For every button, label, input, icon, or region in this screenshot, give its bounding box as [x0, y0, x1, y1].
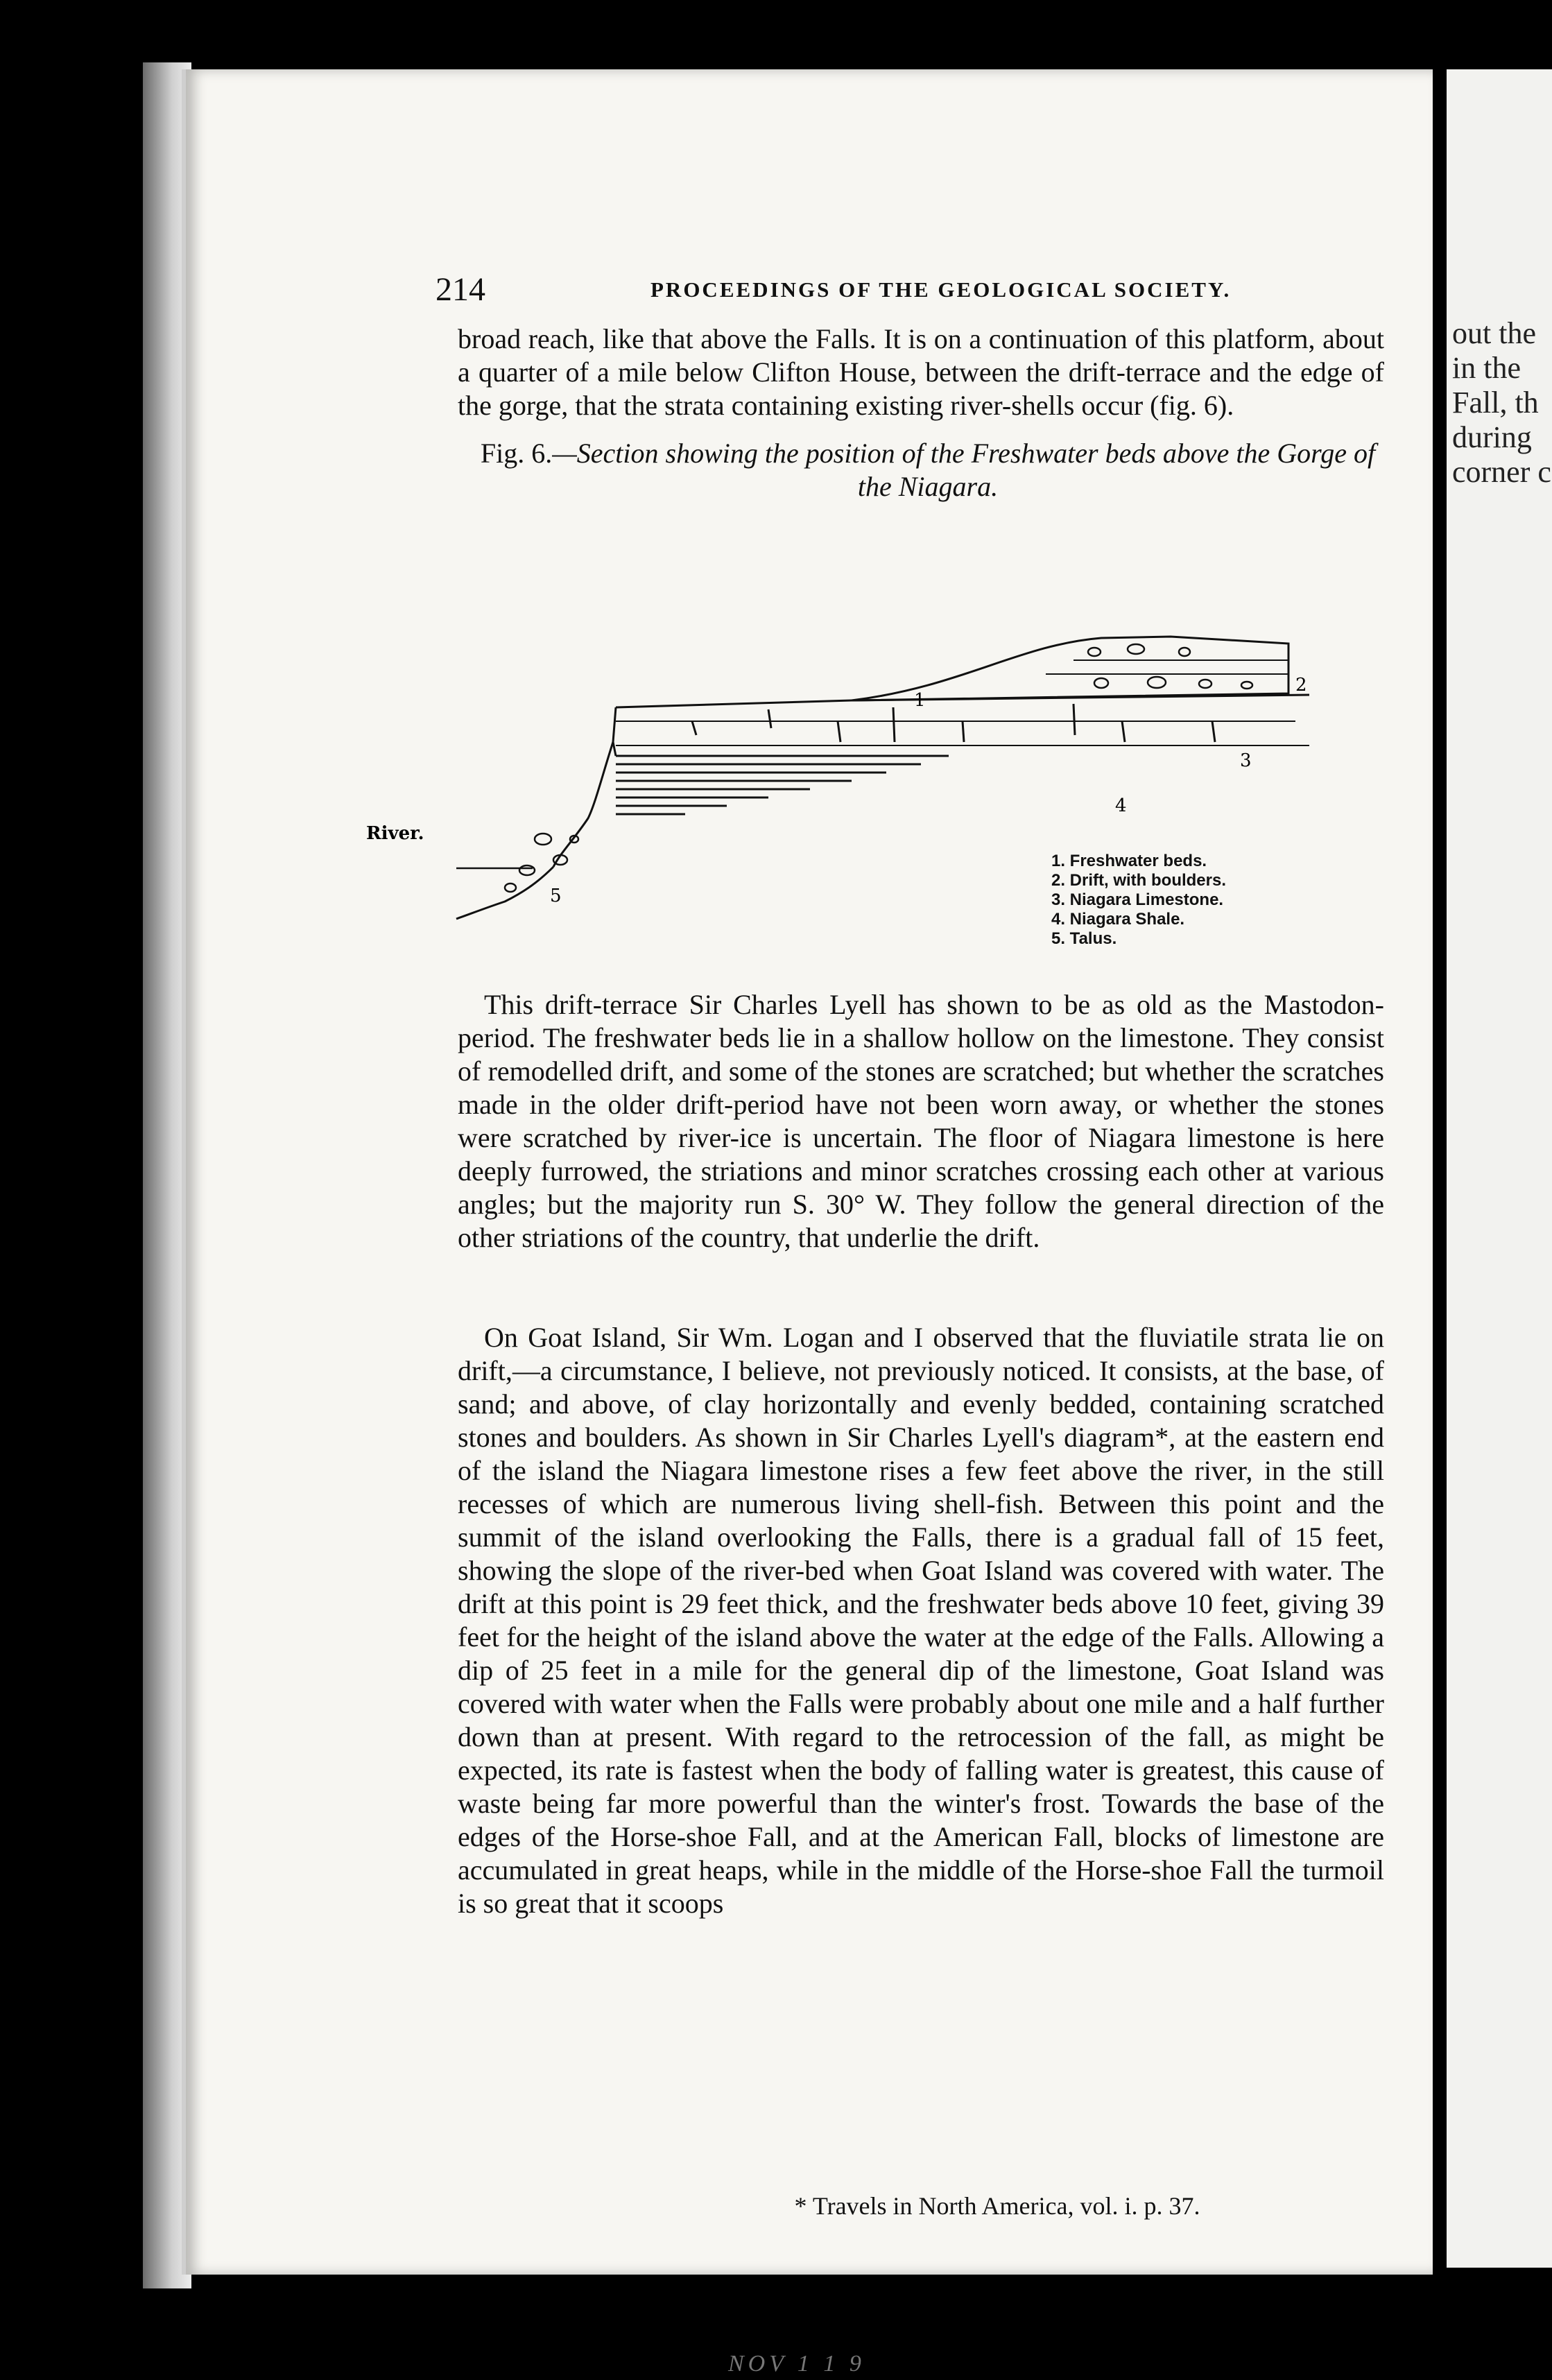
page-number: 214 — [436, 271, 485, 308]
facing-page-line: during — [1452, 420, 1532, 454]
label-2: 2 — [1295, 675, 1307, 696]
legend-item: 5. Talus. — [1051, 929, 1117, 948]
facing-page-line: out the — [1452, 316, 1536, 350]
facing-page-line: corner c — [1452, 455, 1551, 489]
facing-page-line: Fall, th — [1452, 386, 1539, 420]
figure-label: Fig. 6. — [480, 438, 553, 469]
label-1: 1 — [914, 690, 926, 711]
legend-item: 3. Niagara Limestone. — [1051, 890, 1224, 909]
paragraph-2: This drift-terrace Sir Charles Lyell has shown to be as old as the Mastodon-period. The freshwater beds lie in a shallow hollow on the limestone. They consist of remodelled drift, and some of the stones are scratched; but whether the scratches made in the older drift-period have not been worn away, or whether the stones were scratched by river-ice is uncertain. The floor of Niagara limestone is here deeply furrowed, the striations and minor scratches crossing each other at various angles; but the majority run S. 30° W. They follow the general direction of the other striations of the country, that underlie the drift. — [458, 989, 1384, 1253]
scanned-page — [182, 69, 1433, 2275]
paragraph-3: On Goat Island, Sir Wm. Logan and I observed that the fluviatile strata lie on drift,—a circumstance, I believe, not previously noticed. It consists, at the base, of sand; and above, of clay horizontally and evenly bedded, containing scratched stones and boulders. As shown in Sir Charles Lyell's diagram*, at the eastern end of the island the Niagara limestone rises a few feet above the river, in the still recesses of which are numerous living shell-fish. Between this point and the summit of the island overlooking the Falls, there is a gradual fall of 15 feet, showing the slope of the river-bed when Goat Island was covered with water. The drift at this point is 29 feet thick, and the freshwater beds above 10 feet, giving 39 feet for the height of the island above the water at the edge of the Falls. Allowing a dip of 25 feet in a mile for the general dip of the limestone, Goat Island was covered with water when the Falls were probably about one mile and a half further down than at present. With regard to the retrocession of the fall, as might be expected, its rate is fastest when the body of falling water is greatest, this cause of waste being far more powerful than the winter's frost. Towards the base of the edges of the Horse-shoe Fall, and at the American Fall, blocks of limestone are accumulated in great heaps, while in the middle of the Horse-shoe Fall the turmoil is so great that it scoops — [458, 1322, 1384, 1919]
section-diagram — [366, 513, 1379, 943]
running-title: PROCEEDINGS OF THE GEOLOGICAL SOCIETY. — [650, 277, 1232, 302]
handwritten-mark: NOV 1 1 9 — [728, 2351, 865, 2377]
facing-page-edge — [1447, 69, 1552, 2268]
facing-page-line: in the — [1452, 351, 1521, 385]
figure-legend — [1051, 852, 1226, 949]
legend-item: 4. Niagara Shale. — [1051, 910, 1185, 929]
figure-caption — [477, 437, 1379, 503]
footnote: * Travels in North America, vol. i. p. 37. — [794, 2192, 1200, 2220]
label-5: 5 — [550, 886, 562, 906]
legend-item: 2. Drift, with boulders. — [1051, 871, 1227, 890]
paragraph-1: broad reach, like that above the Falls. It is on a continuation of this platform, about a quarter of a mile below Clifton House, between the drift-terrace and the edge of the gorge, that the strata containing existing river-shells occur (fig. 6). — [458, 323, 1384, 421]
label-3: 3 — [1240, 750, 1252, 771]
label-4: 4 — [1115, 795, 1127, 816]
legend-item: 1. Freshwater beds. — [1051, 852, 1207, 870]
river-label: River. — [366, 823, 424, 844]
figure-caption-text: —Section showing the position of the Freshwater beds above the Gorge of the Niagara. — [552, 438, 1376, 502]
